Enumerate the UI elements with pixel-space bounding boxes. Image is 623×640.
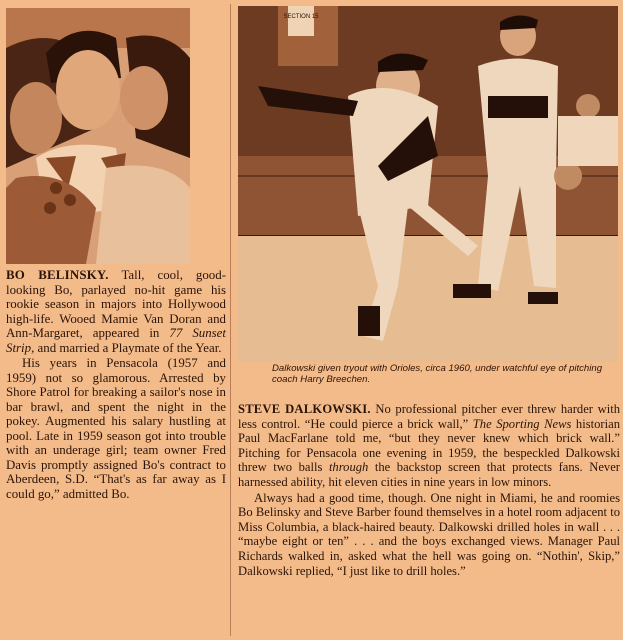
dalkowski-photo	[238, 6, 618, 362]
dalkowski-article	[238, 402, 620, 578]
belinsky-heading: BO BELINSKY.	[6, 268, 109, 282]
dalkowski-text-c: the backstop screen that protects fans. Never harnessed ability, hit eleven cities in nine years in low minors.	[238, 460, 620, 489]
dalkowski-text-b: historian Paul MacFarlane told me, “but they never knew which brick wall.” Pitching for Pensacola one evening in 1959, the bespeckled Dalkowski threw two balls	[238, 416, 620, 475]
dalkowski-paragraph-1	[238, 402, 620, 490]
photo-caption: Dalkowski given tryout with Orioles, circa 1960, under watchful eye of pitching coach Harry Breechen.	[272, 363, 603, 385]
belinsky-text-1: Tall, cool, good-looking Bo, parlayed no-hit game his rookie season in majors into Hollywood high-life. Wooed Mamie Van Doran and Ann-Margaret, appeared in	[6, 268, 226, 340]
belinsky-article	[6, 268, 226, 501]
emphasis-through: through	[328, 460, 369, 475]
publication-name: The Sporting News	[472, 416, 572, 431]
column-divider	[230, 4, 231, 636]
dalkowski-text-a: No professional pitcher ever threw harder with less control. “He could pierce a brick wall,”	[238, 402, 620, 431]
belinsky-photo	[6, 8, 190, 264]
dalkowski-heading: STEVE DALKOWSKI.	[238, 402, 371, 416]
dalkowski-paragraph-2: Always had a good time, though. One night in Miami, he and roomies Bo Belinsky and Steve Barber found themselves in a hotel room adjacent to Miss Columbia, a black-haired beauty. Dalkowski drilled holes in wall . . . “maybe eight or ten” . . . and the boys exchanged views. Manager Paul Richards walked in, asked what the hell was going on. “Nothin', Skip,” Dalkowski replied, “I just like to drill holes.”	[238, 490, 620, 578]
show-title: 77 Sunset Strip	[6, 326, 226, 355]
belinsky-paragraph-1	[6, 268, 226, 355]
section-sign-text: SECTION 15	[283, 14, 319, 20]
belinsky-paragraph-2: His years in Pensacola (1957 and 1959) not so glamorous. Arrested by Shore Patrol for breaking a sailor's nose in bar brawl, and spent the night in the pokey. Augmented his salary hustling at pool. Late in 1959 season got into trouble with an underage girl; team owner Fred Davis promptly assigned Bo's contract to Aberdeen, S.D. “That's as far away as I could go,” admitted Bo.	[6, 356, 226, 501]
belinsky-text-1-end: , and married a Playmate of the Year.	[31, 340, 222, 355]
section-sign	[288, 6, 314, 36]
